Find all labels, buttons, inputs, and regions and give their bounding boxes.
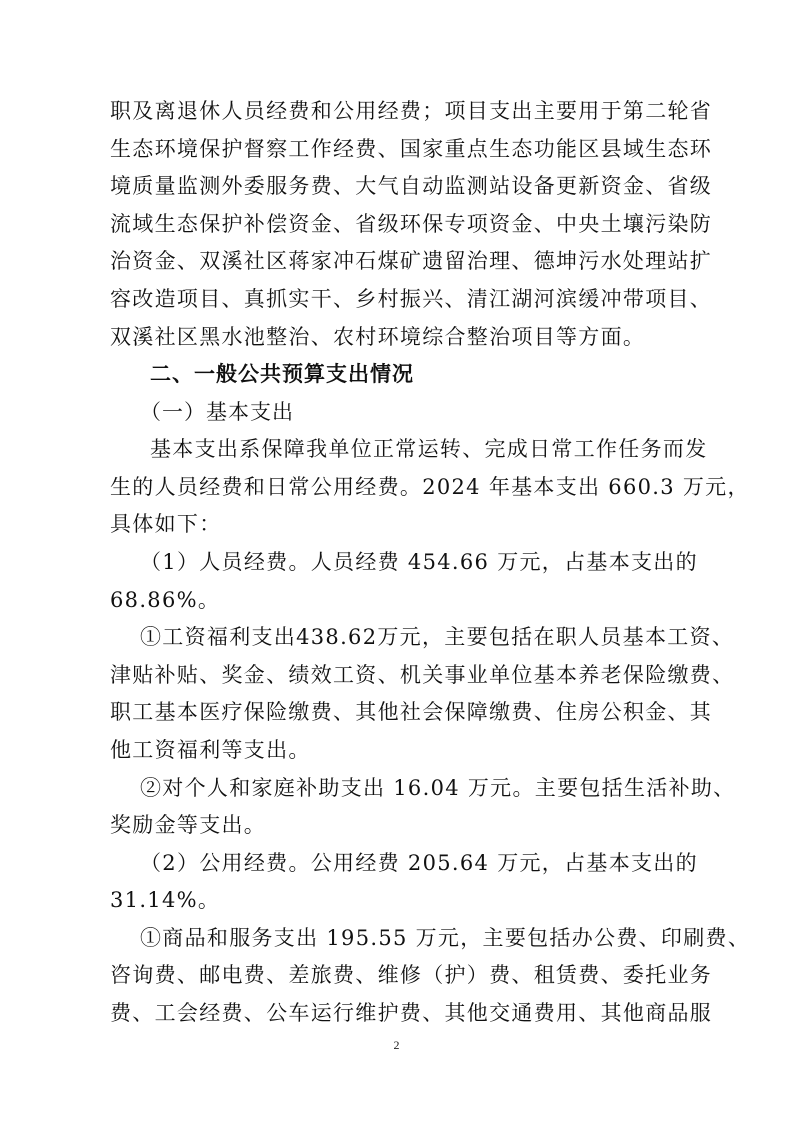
paragraph-line: （2）公用经费。公用经费 205.64 万元，占基本支出的 xyxy=(140,850,698,875)
paragraph-line: ①商品和服务支出 195.55 万元，主要包括办公费、印刷费、 xyxy=(140,925,751,950)
paragraph-line: 具体如下： xyxy=(110,512,222,537)
paragraph-line: 咨询费、邮电费、差旅费、维修（护）费、租赁费、委托业务 xyxy=(110,963,713,988)
paragraph-line: ②对个人和家庭补助支出 16.04 万元。主要包括生活补助、 xyxy=(140,775,736,800)
paragraph-line: 职及离退休人员经费和公用经费；项目支出主要用于第二轮省 xyxy=(110,99,713,123)
paragraph-line: 津贴补贴、奖金、绩效工资、机关事业单位基本养老保险缴费、 xyxy=(110,662,735,687)
paragraph-line: 费、工会经费、公车运行维护费、其他交通费用、其他商品服 xyxy=(110,1001,713,1025)
paragraph-line: 职工基本医疗保险缴费、其他社会保障缴费、住房公积金、其 xyxy=(110,700,713,725)
paragraph-line: （1）人员经费。人员经费 454.66 万元，占基本支出的 xyxy=(140,550,698,574)
paragraph-line: 奖励金等支出。 xyxy=(110,813,267,838)
paragraph-line: 境质量监测外委服务费、大气自动监测站设备更新资金、省级 xyxy=(110,174,713,199)
page-number: 2 xyxy=(393,1038,400,1052)
paragraph-line: 生的人员经费和日常公用经费。2024 年基本支出 660.3 万元， xyxy=(110,474,750,499)
paragraph-line: 31.14%。 xyxy=(110,888,221,913)
paragraph-line: 基本支出系保障我单位正常运转、完成日常工作任务而发 xyxy=(150,437,708,462)
paragraph-line: 流域生态保护补偿资金、省级环保专项资金、中央土壤污染防 xyxy=(110,211,713,236)
section-heading: 二、一般公共预算支出情况 xyxy=(150,362,414,387)
paragraph-line: 他工资福利等支出。 xyxy=(110,737,311,762)
paragraph-line: 容改造项目、真抓实干、乡村振兴、清江湖河滨缓冲带项目、 xyxy=(110,286,713,311)
paragraph-line: 治资金、双溪社区蒋家冲石煤矿遗留治理、德坤污水处理站扩 xyxy=(110,249,713,274)
subsection-heading: （一）基本支出 xyxy=(140,399,294,424)
paragraph-line: 双溪社区黑水池整治、农村环境综合整治项目等方面。 xyxy=(110,324,646,349)
paragraph-line: 生态环境保护督察工作经费、国家重点生态功能区县域生态环 xyxy=(110,136,713,161)
paragraph-line: 68.86%。 xyxy=(110,587,221,612)
paragraph-line: ①工资福利支出438.62万元，主要包括在职人员基本工资、 xyxy=(140,625,735,650)
